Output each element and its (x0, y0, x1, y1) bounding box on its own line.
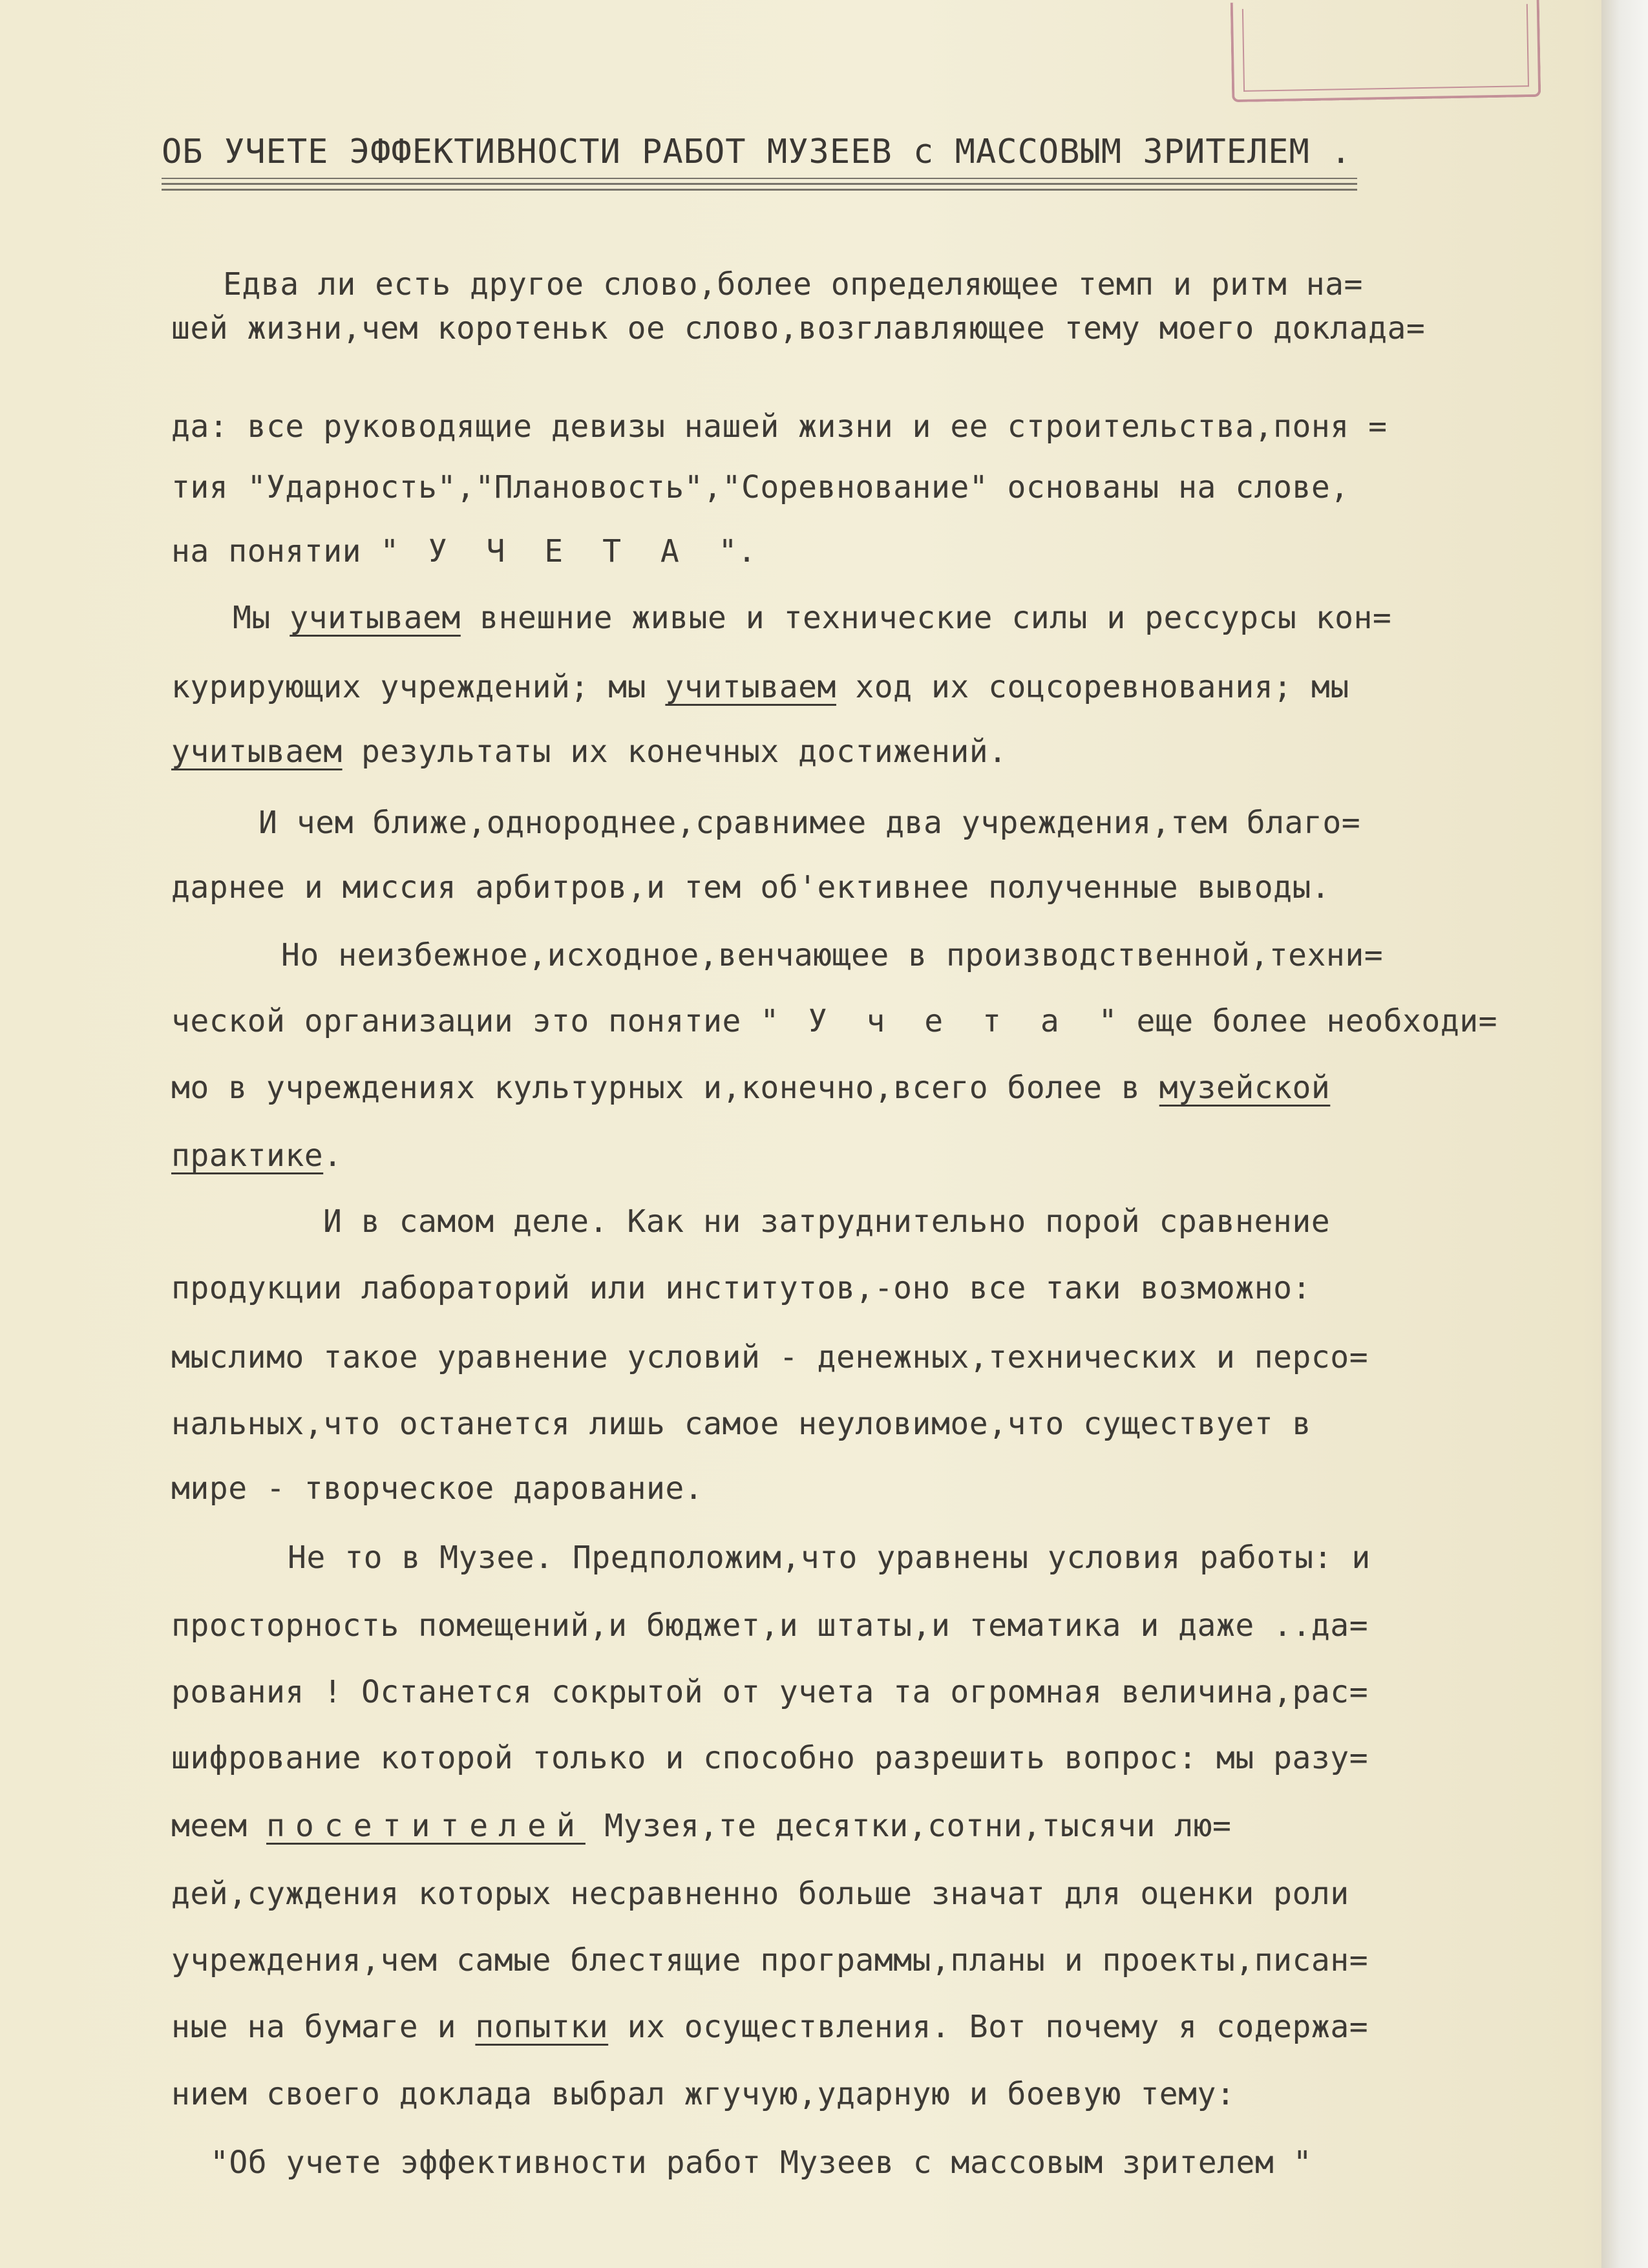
paragraph-line: да: все руководящие девизы нашей жизни и ее строительства,поня = (171, 408, 1388, 445)
paragraph-line: дей,суждения которых несравненно больше значат для оценки роли (171, 1876, 1349, 1912)
paragraph-line: мо в учреждениях культурных и,конечно,всего более в музейской (171, 1070, 1331, 1106)
underlined-word: музейской (1159, 1070, 1331, 1106)
paragraph-line: ные на бумаге и попытки их осуществления. Вот почему я содержа= (171, 2009, 1369, 2045)
paragraph-line: просторность помещений,и бюджет,и штаты,и тематика и даже ..да= (171, 1607, 1369, 1644)
paragraph-line: практике. (171, 1138, 343, 1174)
underlined-word: попытки (475, 2009, 609, 2045)
paragraph-line: курирующих учреждений; мы учитываем ход их соцсоревнования; мы (171, 669, 1349, 705)
paragraph-line: Но неизбежное,исходное,венчающее в производственной,техни= (281, 937, 1384, 973)
paragraph-line: на понятии " У Ч Е Т А ". (171, 533, 757, 569)
paragraph-line: продукции лабораторий или институтов,-оно все таки возможно: (171, 1270, 1311, 1306)
document-title: ОБ УЧЕТЕ ЭФФЕКТИВНОСТИ РАБОТ МУЗЕЕВ с МАССОВЫМ ЗРИТЕЛЕМ . (162, 132, 1352, 171)
paragraph-line: дарнее и миссия арбитров,и тем об'ективнее полученные выводы. (171, 869, 1331, 906)
paragraph-line: учреждения,чем самые блестящие программы,планы и проекты,писан= (171, 1942, 1369, 1978)
underlined-word: учитываем (171, 734, 343, 770)
emphasized-word: У Ч Е Т А (399, 533, 719, 569)
paragraph-line: шей жизни,чем коротеньк ое слово,возглавляющее тему моего доклада= (171, 310, 1426, 346)
paragraph-line: шифрование которой только и способно разрешить вопрос: мы разу= (171, 1740, 1369, 1776)
paragraph-line: рования ! Останется сокрытой от учета та огромная величина,рас= (171, 1674, 1369, 1710)
paragraph-line: мире - творческое дарование. (171, 1470, 704, 1507)
underlined-word: учитываем (665, 669, 836, 705)
paragraph-line: нием своего доклада выбрал жгучую,ударную и боевую тему: (171, 2076, 1236, 2112)
paragraph-line: тия "Ударность","Плановость","Соревнование" основаны на слове, (171, 469, 1349, 505)
paragraph-line: Не то в Музее. Предположим,что уравнены условия работы: и (288, 1540, 1371, 1576)
underlined-word: практике (171, 1138, 324, 1174)
paragraph-line: И в самом деле. Как ни затруднительно порой сравнение (323, 1203, 1331, 1240)
paragraph-line: Едва ли есть другое слово,более определяющее темп и ритм на= (223, 266, 1363, 302)
title-double-underline (162, 178, 1357, 191)
paragraph-line: Мы учитываем внешние живые и технические силы и рессурсы кон= (233, 600, 1392, 636)
page-edge (1601, 0, 1648, 2268)
underlined-word: учитываем (290, 600, 461, 636)
paragraph-line: меем посетителей Музея,те десятки,сотни,тысячи лю= (171, 1808, 1232, 1844)
paragraph-line: "Об учете эффективности работ Музеев с массовым зрителем " (210, 2145, 1313, 2181)
paragraph-line: мыслимо такое уравнение условий - денежных,технических и персо= (171, 1339, 1369, 1375)
archive-stamp (1231, 0, 1541, 102)
emphasized-word: У ч е т а (779, 1003, 1099, 1039)
paragraph-line: нальных,что останется лишь самое неуловимое,что существует в (171, 1406, 1311, 1442)
paragraph-line: ческой организации это понятие " У ч е т а " еще более необходи= (171, 1003, 1498, 1039)
paragraph-line: И чем ближе,однороднее,сравнимее два учреждения,тем благо= (259, 805, 1361, 841)
paragraph-line: учитываем результаты их конечных достижений. (171, 734, 1008, 770)
underlined-word: посетителей (266, 1808, 586, 1844)
